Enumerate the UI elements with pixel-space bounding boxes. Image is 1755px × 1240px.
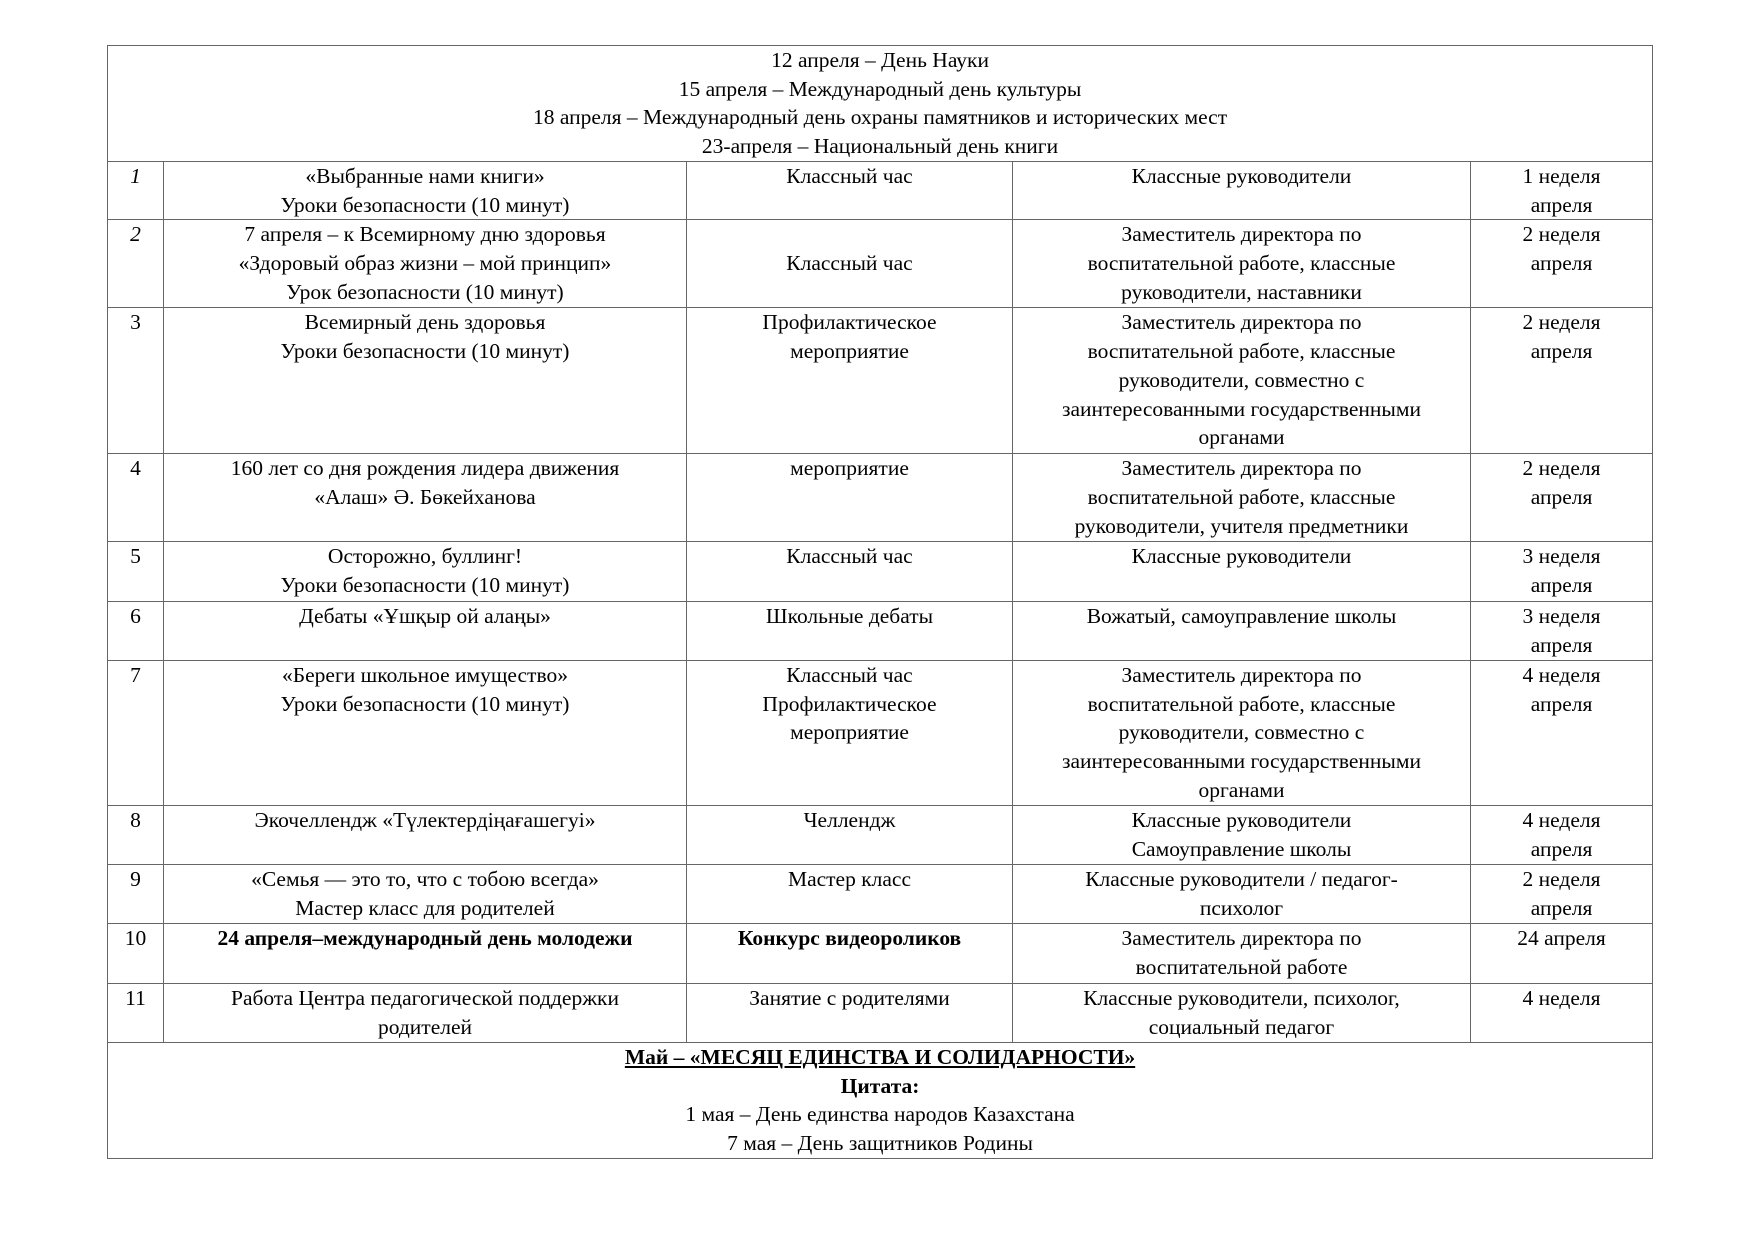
responsible-cell-text: Заместитель директора по	[1121, 222, 1362, 247]
event-cell-text: родителей	[377, 1014, 473, 1039]
responsible-cell	[1013, 162, 1471, 220]
form-cell	[687, 864, 1013, 923]
date-cell-text: 4 неделя	[1522, 662, 1601, 687]
responsible-cell	[1013, 220, 1471, 308]
responsible-cell-text: руководители, учителя предметники	[1074, 513, 1409, 538]
date-cell	[1471, 805, 1653, 864]
row-number	[108, 805, 164, 864]
responsible-cell-text: руководители, совместно с	[1118, 720, 1365, 745]
holiday-line: 18 апреля – Международный день охраны памятников и исторических мест	[532, 105, 1228, 130]
date-cell-text: апреля	[1530, 192, 1593, 217]
form-cell-text: Классный час	[786, 544, 913, 569]
date-cell-text: 1 неделя	[1522, 164, 1601, 188]
date-cell	[1471, 660, 1653, 805]
date-cell-text: апреля	[1530, 573, 1593, 598]
responsible-cell-text: Самоуправление школы	[1131, 836, 1352, 861]
date-cell-text: 4 неделя	[1522, 807, 1601, 832]
event-cell	[164, 805, 687, 864]
quote-label: Цитата:	[840, 1073, 920, 1098]
row-number	[108, 923, 164, 983]
date-cell	[1471, 602, 1653, 660]
responsible-cell-text: воспитательной работе, классные	[1087, 485, 1396, 510]
event-cell-text: Экочеллендж «Түлектердіңағашегуі»	[254, 807, 596, 832]
responsible-cell-text: Вожатый, самоуправление школы	[1086, 604, 1397, 629]
table-row	[108, 162, 1653, 220]
row-number	[108, 660, 164, 805]
table-row	[108, 454, 1653, 542]
form-cell-text: Школьные дебаты	[765, 604, 934, 629]
row-number-text: 11	[125, 985, 146, 1010]
row-number	[108, 308, 164, 454]
event-cell-text: Осторожно, буллинг!	[327, 544, 523, 569]
event-cell-text: «Семья — это то, что с тобою всегда»	[251, 866, 599, 891]
row-number-text: 9	[130, 866, 141, 891]
form-cell	[687, 454, 1013, 542]
date-cell	[1471, 308, 1653, 454]
form-cell	[687, 220, 1013, 308]
date-cell-text: апреля	[1530, 895, 1593, 920]
holiday-line: 12 апреля – День Науки	[771, 48, 989, 72]
responsible-cell	[1013, 805, 1471, 864]
table-row	[108, 220, 1653, 308]
event-cell	[164, 308, 687, 454]
row-number	[108, 220, 164, 308]
responsible-cell-text: воспитательной работе, классные	[1087, 691, 1396, 716]
event-cell	[164, 602, 687, 660]
responsible-cell-text: заинтересованными государственными	[1062, 396, 1421, 421]
form-cell	[687, 983, 1013, 1042]
row-number-text: 3	[130, 310, 141, 335]
date-cell-text: 4 неделя	[1522, 985, 1601, 1010]
event-cell-text: Уроки безопасности (10 минут)	[280, 573, 570, 598]
responsible-cell-text: воспитательной работе, классные	[1087, 251, 1396, 276]
form-cell-text: Классный час	[786, 164, 913, 188]
form-cell-text: Занятие с родителями	[749, 985, 950, 1010]
date-cell-text: апреля	[1530, 251, 1593, 276]
responsible-cell-text: Классные руководители	[1131, 544, 1352, 569]
responsible-cell	[1013, 454, 1471, 542]
may-header-row	[108, 1042, 1653, 1158]
responsible-cell-text: воспитательной работе, классные	[1087, 339, 1396, 364]
event-cell-text: «Выбранные нами книги»	[305, 164, 545, 188]
responsible-cell-text: Заместитель директора по	[1121, 662, 1362, 687]
responsible-cell	[1013, 983, 1471, 1042]
row-number	[108, 454, 164, 542]
row-number	[108, 983, 164, 1042]
event-cell-text: Мастер класс для родителей	[295, 895, 555, 920]
date-cell-text: апреля	[1530, 836, 1593, 861]
responsible-cell-text: заинтересованными государственными	[1062, 748, 1421, 773]
responsible-cell-text: Заместитель директора по	[1121, 310, 1362, 335]
row-number-text: 1	[130, 164, 141, 188]
form-cell-text: Конкурс видеороликов	[737, 925, 962, 950]
date-cell	[1471, 983, 1653, 1042]
date-cell-text: 2 неделя	[1522, 456, 1601, 481]
form-cell	[687, 308, 1013, 454]
form-cell-text: Классный час	[786, 251, 913, 276]
responsible-cell	[1013, 864, 1471, 923]
april-holidays	[108, 46, 1653, 162]
responsible-cell-text: Классные руководители / педагог-	[1085, 866, 1398, 891]
form-cell-text: Классный час	[786, 662, 913, 687]
responsible-cell	[1013, 923, 1471, 983]
event-cell	[164, 864, 687, 923]
date-cell	[1471, 454, 1653, 542]
event-cell-text: Дебаты «Ұшқыр ой алаңы»	[299, 604, 551, 629]
event-cell	[164, 220, 687, 308]
table-row	[108, 542, 1653, 602]
responsible-cell-text: Заместитель директора по	[1121, 925, 1362, 950]
date-cell-text: 3 неделя	[1522, 544, 1601, 569]
event-cell-text: «Береги школьное имущество»	[282, 662, 568, 687]
date-cell-text: апреля	[1530, 691, 1593, 716]
event-cell-text: «Здоровый образ жизни – мой принцип»	[238, 251, 612, 276]
holiday-line: 7 мая – День защитников Родины	[727, 1130, 1033, 1155]
table-row	[108, 602, 1653, 660]
date-cell-text: апреля	[1530, 339, 1593, 364]
date-cell-text: 24 апреля	[1517, 925, 1606, 950]
row-number	[108, 162, 164, 220]
event-cell-text: «Алаш» Ә. Бөкейханова	[314, 485, 536, 510]
date-cell-text: 2 неделя	[1522, 866, 1601, 891]
responsible-cell-text: органами	[1198, 425, 1285, 450]
row-number	[108, 864, 164, 923]
form-cell	[687, 805, 1013, 864]
date-cell-text: апреля	[1530, 485, 1593, 510]
event-cell-text: 160 лет со дня рождения лидера движения	[230, 456, 620, 481]
responsible-cell	[1013, 308, 1471, 454]
date-cell	[1471, 542, 1653, 602]
april-header-row	[108, 46, 1653, 162]
event-cell	[164, 162, 687, 220]
table-row	[108, 923, 1653, 983]
holiday-line: 1 мая – День единства народов Казахстана	[685, 1102, 1075, 1127]
date-cell-text: 3 неделя	[1522, 604, 1601, 629]
row-number-text: 6	[130, 604, 141, 629]
event-cell-text: 24 апреля–международный день молодежи	[217, 925, 633, 950]
form-cell-text: мероприятие	[790, 720, 909, 745]
form-cell-text	[691, 220, 1008, 249]
form-cell	[687, 542, 1013, 602]
event-cell	[164, 923, 687, 983]
may-header	[108, 1042, 1653, 1158]
row-number-text: 7	[130, 662, 141, 687]
table-row	[108, 864, 1653, 923]
row-number-text: 8	[130, 807, 141, 832]
row-number-text: 10	[124, 925, 147, 950]
event-cell-text: Всемирный день здоровья	[304, 310, 546, 335]
form-cell	[687, 162, 1013, 220]
table-row	[108, 805, 1653, 864]
form-cell	[687, 923, 1013, 983]
date-cell	[1471, 864, 1653, 923]
responsible-cell-text: социальный педагог	[1148, 1014, 1335, 1039]
form-cell-text: мероприятие	[790, 456, 909, 481]
may-title: Май – «МЕСЯЦ ЕДИНСТВА И СОЛИДАРНОСТИ»	[624, 1044, 1136, 1069]
event-cell	[164, 542, 687, 602]
form-cell-text: Профилактическое	[762, 310, 937, 335]
responsible-cell	[1013, 542, 1471, 602]
table-row	[108, 308, 1653, 454]
date-cell-text: 2 неделя	[1522, 310, 1601, 335]
responsible-cell-text: Классные руководители	[1131, 164, 1352, 188]
form-cell-text: Мастер класс	[787, 866, 912, 891]
date-cell	[1471, 162, 1653, 220]
plan-table	[107, 45, 1653, 1159]
event-cell-text: Уроки безопасности (10 минут)	[280, 192, 570, 217]
row-number-text: 2	[130, 222, 141, 247]
responsible-cell	[1013, 660, 1471, 805]
form-cell-text: мероприятие	[790, 339, 909, 364]
responsible-cell-text: руководители, совместно с	[1118, 367, 1365, 392]
row-number	[108, 542, 164, 602]
row-number-text: 5	[130, 544, 141, 569]
date-cell	[1471, 923, 1653, 983]
date-cell-text: апреля	[1530, 633, 1593, 658]
responsible-cell-text: Классные руководители, психолог,	[1083, 985, 1400, 1010]
responsible-cell-text: Классные руководители	[1131, 807, 1352, 832]
responsible-cell-text: психолог	[1199, 895, 1284, 920]
form-cell	[687, 660, 1013, 805]
row-number	[108, 602, 164, 660]
event-cell-text: Уроки безопасности (10 минут)	[280, 691, 570, 716]
holiday-line: 15 апреля – Международный день культуры	[678, 76, 1082, 101]
event-cell-text: 7 апреля – к Всемирному дню здоровья	[244, 222, 606, 247]
responsible-cell-text: воспитательной работе	[1135, 954, 1348, 979]
responsible-cell-text: Заместитель директора по	[1121, 456, 1362, 481]
event-cell-text: Уроки безопасности (10 минут)	[280, 339, 570, 364]
event-cell-text: Работа Центра педагогической поддержки	[230, 985, 620, 1010]
table-row	[108, 983, 1653, 1042]
event-cell-text: Урок безопасности (10 минут)	[286, 279, 564, 304]
form-cell-text: Челлендж	[803, 807, 896, 832]
event-cell	[164, 983, 687, 1042]
responsible-cell-text: руководители, наставники	[1121, 279, 1362, 304]
form-cell	[687, 602, 1013, 660]
date-cell-text: 2 неделя	[1522, 222, 1601, 247]
holiday-line: 23-апреля – Национальный день книги	[701, 134, 1059, 159]
responsible-cell	[1013, 602, 1471, 660]
table-row	[108, 660, 1653, 805]
row-number-text: 4	[130, 456, 141, 481]
date-cell	[1471, 220, 1653, 308]
responsible-cell-text: органами	[1198, 777, 1285, 802]
event-cell	[164, 660, 687, 805]
event-cell	[164, 454, 687, 542]
form-cell-text: Профилактическое	[762, 691, 937, 716]
